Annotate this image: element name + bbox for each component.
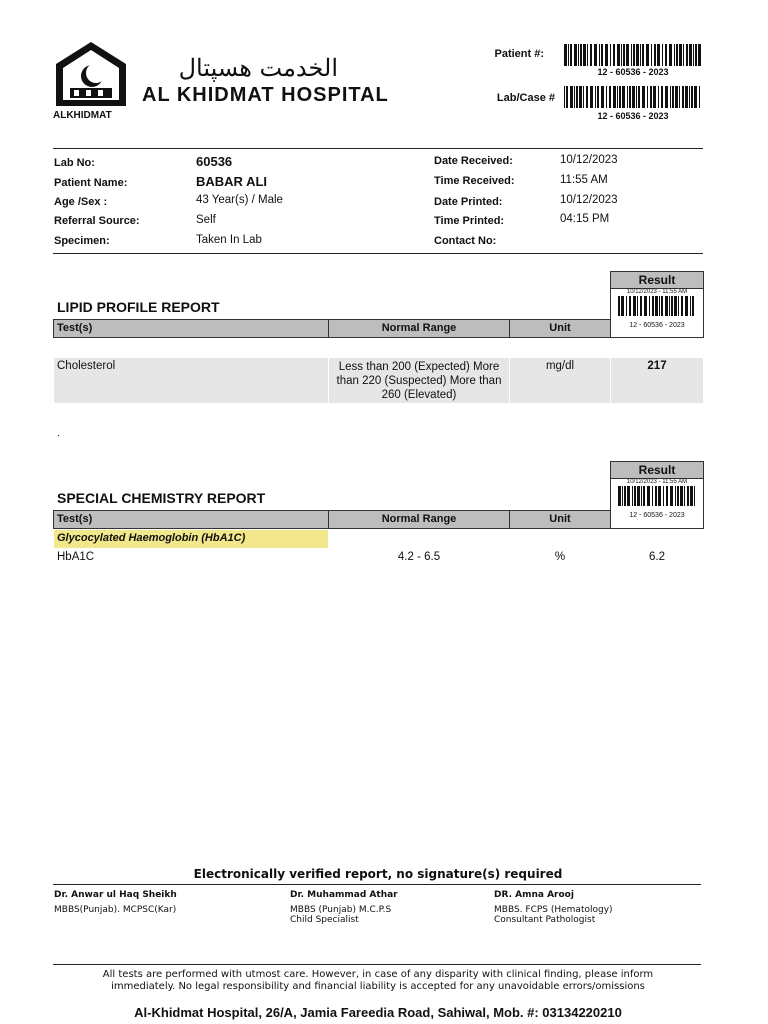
- lipid-result-code: 12 - 60536 - 2023: [629, 322, 685, 329]
- specimen-label: Specimen:: [54, 235, 110, 247]
- date-received-value: 10/12/2023: [560, 154, 618, 166]
- lipid-result-box: [610, 271, 704, 338]
- doctor-3-qual: MBBS. FCPS (Hematology): [494, 905, 613, 915]
- header-divider: [53, 148, 703, 149]
- specimen-value: Taken In Lab: [196, 234, 262, 246]
- doctor-2-specialty: Child Specialist: [290, 915, 359, 925]
- lab-no-value: 60536: [196, 154, 233, 169]
- lipid-result-label: Result: [611, 272, 703, 289]
- doctor-3-specialty: Consultant Pathologist: [494, 915, 596, 925]
- hba1c-range-cell: 4.2 - 6.5: [397, 551, 441, 563]
- lipid-result-date: 10/12/2023 - 11:55 AM: [626, 289, 688, 295]
- special-result-date: 10/12/2023 - 11:55 AM: [626, 479, 688, 485]
- patient-name-label: Patient Name:: [54, 177, 128, 189]
- lab-no-label: Lab No:: [54, 157, 95, 169]
- test-group-label: Glycocylated Haemoglobin (HbA1C): [54, 530, 328, 548]
- patient-no-label: Patient #:: [494, 48, 544, 60]
- special-result-code: 12 - 60536 - 2023: [629, 512, 685, 519]
- doctor-2-qual: MBBS (Punjab) M.C.P.S: [290, 905, 392, 915]
- brand-caption: ALKHIDMAT: [53, 110, 112, 121]
- info-divider: [53, 253, 703, 254]
- doctor-2-name: Dr. Muhammad Athar: [290, 890, 398, 900]
- doctor-1-qual: MBBS(Punjab). MCPSC(Kar): [54, 905, 177, 915]
- time-received-label: Time Received:: [434, 175, 515, 187]
- lipid-unit-cell: mg/dl: [510, 358, 610, 403]
- referral-label: Referral Source:: [54, 215, 140, 227]
- lab-case-value: 12 - 60536 - 2023: [597, 111, 669, 121]
- hba1c-result-cell: 6.2: [649, 551, 665, 563]
- age-sex-value: 43 Year(s) / Male: [196, 194, 283, 206]
- verified-note: Electronically verified report, no signature(s) required: [193, 867, 563, 881]
- date-received-label: Date Received:: [434, 155, 513, 167]
- disclaimer-line-1: All tests are performed with utmost care. However, in case of any disparity with clinical finding, please inform: [102, 969, 654, 980]
- date-printed-label: Date Printed:: [434, 196, 503, 208]
- lipid-title: LIPID PROFILE REPORT: [57, 299, 220, 315]
- time-printed-label: Time Printed:: [434, 215, 505, 227]
- contact-label: Contact No:: [434, 235, 497, 247]
- referral-value: Self: [196, 214, 216, 226]
- special-result-barcode: [617, 486, 697, 506]
- hospital-name-urdu: الخدمت ھسپتال: [178, 54, 338, 82]
- doctor-3-name: DR. Amna Arooj: [494, 890, 574, 900]
- special-result-label: Result: [611, 462, 703, 479]
- patient-no-value: 12 - 60536 - 2023: [597, 67, 669, 77]
- hba1c-unit-cell: %: [554, 551, 566, 563]
- lipid-result-barcode: [617, 296, 697, 316]
- lipid-col-range: Normal Range: [328, 319, 510, 338]
- time-printed-value: 04:15 PM: [560, 213, 610, 225]
- disclaimer-line-2: immediately. No legal responsibility and financial liability is accepted for any unavoidable errors/omissions: [111, 981, 645, 992]
- hospital-name: AL KHIDMAT HOSPITAL: [142, 84, 389, 106]
- time-received-value: 11:55 AM: [560, 174, 608, 186]
- patient-name-value: BABAR ALI: [196, 174, 268, 189]
- lipid-col-test: Test(s): [53, 319, 329, 338]
- special-col-unit: Unit: [509, 510, 611, 529]
- age-sex-label: Age /Sex :: [54, 196, 108, 208]
- doctor-1-name: Dr. Anwar ul Haq Sheikh: [54, 890, 177, 900]
- footer-divider-bottom: [53, 964, 701, 965]
- lipid-col-unit: Unit: [509, 319, 611, 338]
- special-col-range: Normal Range: [328, 510, 510, 529]
- patient-barcode: [563, 44, 704, 66]
- footer-divider-top: [53, 884, 701, 885]
- special-result-box: [610, 461, 704, 529]
- hospital-address: Al-Khidmat Hospital, 26/A, Jamia Fareedia Road, Sahiwal, Mob. #: 03134220210: [134, 1005, 622, 1020]
- lab-case-label: Lab/Case #: [496, 92, 555, 104]
- lipid-result-cell: 217: [611, 358, 703, 403]
- date-printed-value: 10/12/2023: [560, 194, 618, 206]
- special-col-test: Test(s): [53, 510, 329, 529]
- lipid-range-cell: Less than 200 (Expected) More than 220 (Suspected) More than 260 (Elevated): [329, 358, 509, 403]
- hba1c-test-cell: HbA1C: [57, 551, 95, 563]
- lipid-test-cell: Cholesterol: [54, 358, 328, 403]
- separator-dot: .: [57, 428, 60, 439]
- special-title: SPECIAL CHEMISTRY REPORT: [57, 490, 266, 506]
- lab-case-barcode: [563, 86, 704, 108]
